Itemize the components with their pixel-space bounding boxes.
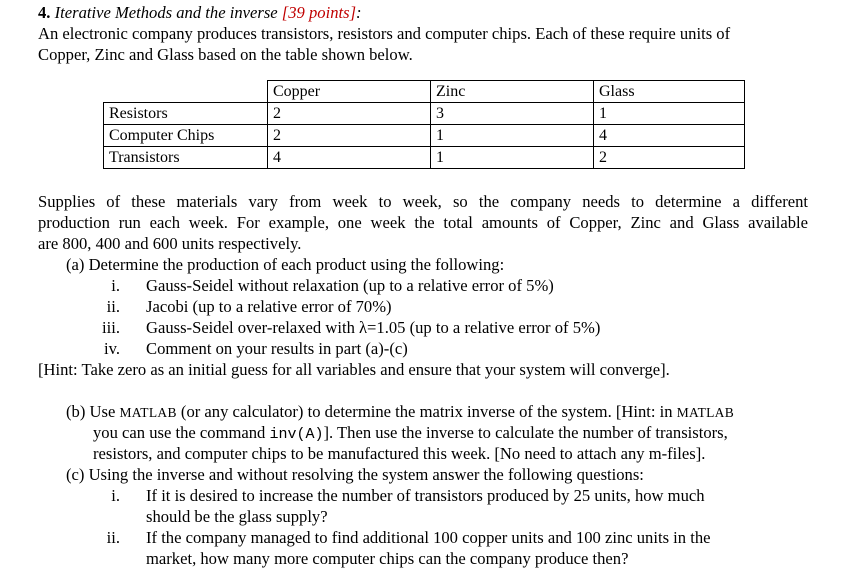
matlab-label: MATLAB	[676, 405, 735, 420]
part-b-text: (b) Use	[66, 402, 120, 421]
part-a-item-num: ii.	[106, 297, 120, 316]
part-b-text: you can use the command	[93, 423, 270, 442]
part-a-item-num: iv.	[104, 339, 120, 358]
part-c-item-line: should be the glass supply?	[146, 507, 328, 526]
part-a-item-text: Gauss-Seidel without relaxation (up to a relative error of 5%)	[146, 276, 554, 295]
part-b-text: (or any calculator) to determine the matrix inverse of the system. [Hint: in	[176, 402, 677, 421]
table-header-zinc: Zinc	[431, 81, 594, 103]
part-b-text: ]. Then use the inverse to calculate the number of transistors,	[323, 423, 728, 442]
table-row	[104, 125, 745, 147]
part-c-label: (c) Using the inverse and without resolving the system answer the following questions:	[66, 465, 644, 484]
part-b-line-3: resistors, and computer chips to be manufactured this week. [No need to attach any m-files].	[93, 444, 706, 463]
cell-zinc: 1	[431, 125, 594, 147]
table-row	[104, 103, 745, 125]
row-label: Transistors	[104, 147, 268, 169]
part-b-line-2	[93, 422, 728, 445]
part-c-item-line: market, how many more computer chips can the company produce then?	[146, 549, 629, 568]
question-number: 4.	[38, 3, 51, 22]
part-c-item-line: If the company managed to find additional 100 copper units and 100 zinc units in the	[146, 528, 711, 547]
part-a-item-num: i.	[111, 276, 120, 295]
cell-glass: 2	[594, 147, 745, 169]
supplies-line-3: are 800, 400 and 600 units respectively.	[38, 234, 302, 253]
table-row	[104, 147, 745, 169]
intro-line-1: An electronic company produces transistors, resistors and computer chips. Each of these require units of	[38, 24, 731, 43]
title-colon: :	[356, 3, 362, 22]
part-a-item-num: iii.	[102, 318, 120, 337]
matlab-label: MATLAB	[119, 405, 177, 420]
cell-zinc: 1	[431, 147, 594, 169]
part-a-hint: [Hint: Take zero as an initial guess for all variables and ensure that your system will converge].	[38, 360, 670, 379]
part-c-item-line: If it is desired to increase the number of transistors produced by 25 units, how much	[146, 486, 705, 505]
row-label: Resistors	[104, 103, 268, 125]
cell-glass: 1	[594, 103, 745, 125]
part-c-item-num: ii.	[106, 528, 120, 547]
part-a-label: (a) Determine the production of each product using the following:	[66, 255, 505, 274]
cell-copper: 2	[268, 103, 431, 125]
materials-table	[103, 80, 745, 169]
part-c-item-num: i.	[111, 486, 120, 505]
table-header-glass: Glass	[594, 81, 745, 103]
cell-zinc: 3	[431, 103, 594, 125]
question-points: [39 points]	[281, 3, 357, 22]
part-a-item-text: Gauss-Seidel over-relaxed with λ=1.05 (up to a relative error of 5%)	[146, 318, 601, 337]
cell-copper: 4	[268, 147, 431, 169]
part-a-item-text: Jacobi (up to a relative error of 70%)	[146, 297, 392, 316]
cell-glass: 4	[594, 125, 745, 147]
table-header-blank	[104, 81, 268, 103]
matlab-command: inv(A)	[269, 426, 324, 443]
question-title-text: Iterative Methods and the inverse	[54, 3, 278, 22]
question-title	[38, 2, 362, 23]
intro-line-2: Copper, Zinc and Glass based on the table shown below.	[38, 45, 413, 64]
cell-copper: 2	[268, 125, 431, 147]
row-label: Computer Chips	[104, 125, 268, 147]
supplies-line-2: production run each week. For example, one week the total amounts of Copper, Zinc and Glass available	[38, 213, 808, 232]
table-header-copper: Copper	[268, 81, 431, 103]
part-b-line-1	[66, 401, 734, 423]
table-header-row	[104, 81, 745, 103]
supplies-line-1: Supplies of these materials vary from week to week, so the company needs to determine a different	[38, 192, 808, 211]
part-a-item-text: Comment on your results in part (a)-(c)	[146, 339, 408, 358]
